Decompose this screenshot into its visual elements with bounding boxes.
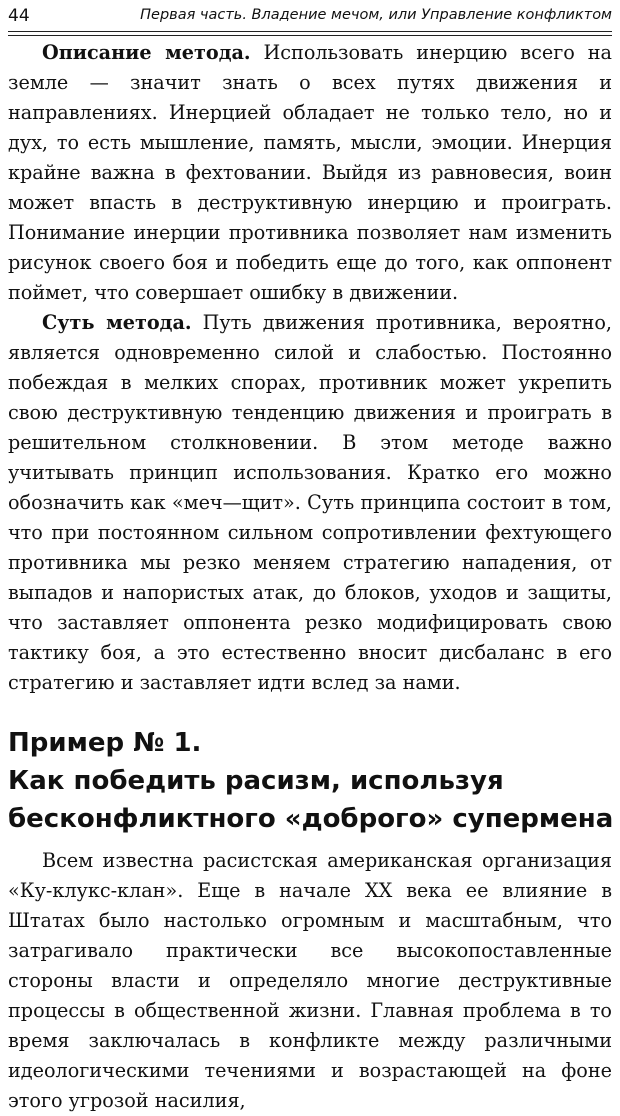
run-in-heading: Описание метода.: [42, 41, 251, 64]
run-in-heading: Суть метода.: [42, 311, 192, 334]
paragraph-example: Всем известна расистская американская организация «Ку-клукс-клан». Еще в начале XX века ее влияние в Штатах было настолько огромным и масштабным, что затрагивало практически все высокопоставленные стороны власти и определяло многие деструктивные процессы в общественной жизни. Главная проблема в то время заключалась в конфликте между различными идеологическими течениями и возрастающей на фоне этого угрозой насилия,: [8, 849, 612, 1112]
paragraph-method-essence: [8, 308, 612, 698]
body-text-example: [8, 846, 612, 1116]
paragraph-text: Использовать инерцию всего на земле — значит знать о всех путях движения и направлениях. Инерцией обладает не только тело, но и дух, то есть мышление, память, мысли, эмоции. Инерция крайне важна в фехтовании. Выйдя из равновесия, воин может впасть в деструктивную инерцию и проиграть. Понимание инерции противника позволяет нам изменить рисунок своего боя и победить еще до того, как оппонент поймет, что совершает ошибку в движении.: [8, 41, 612, 304]
page-number: 44: [8, 6, 30, 26]
running-head-title: Первая часть. Владение мечом, или Управление конфликтом: [140, 7, 612, 23]
example-title-line-2: бесконфликтного «доброго» супермена: [8, 804, 614, 834]
header-rule: [8, 31, 612, 32]
header-rule-thin: [8, 35, 612, 36]
body-text: [8, 38, 612, 698]
paragraph-method-description: [8, 38, 612, 308]
example-number: Пример № 1.: [8, 728, 202, 758]
paragraph-text: Путь движения противника, вероятно, является одновременно силой и слабостью. Постоянно побеждая в мелких спорах, противник может укрепить свою деструктивную тенденцию движения и проиграть в решительном столкновении. В этом методе важно учитывать принцип использования. Кратко его можно обозначить как «меч—щит». Суть принципа состоит в том, что при постоянном сильном сопротивлении фехтующего противника мы резко меняем стратегию нападения, от выпадов и напористых атак, до блоков, уходов и защиты, что заставляет оппонента резко модифицировать свою тактику боя, а это естественно вносит дисбаланс в его стратегию и заставляет идти вслед за нами.: [8, 311, 612, 694]
running-head: [8, 4, 612, 30]
example-heading: [8, 724, 612, 838]
example-title-line-1: Как победить расизм, используя: [8, 766, 504, 796]
